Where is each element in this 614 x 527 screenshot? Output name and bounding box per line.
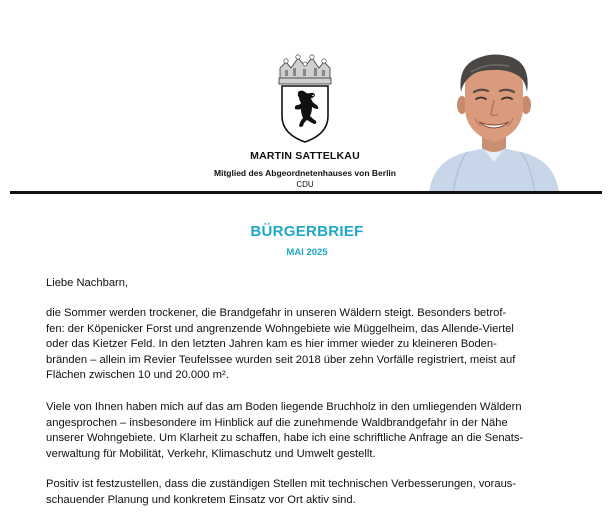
author-name: MARTIN SATTELKAU bbox=[250, 150, 360, 162]
paragraph-3 bbox=[46, 477, 586, 508]
paragraph-line: Positiv ist festzustellen, dass die zuständigen Stellen mit technischen Verbesserungen, voraus- bbox=[46, 478, 517, 490]
paragraph-line: schauender Planung und konkretem Einsatz vor Ort aktiv sind. bbox=[46, 493, 356, 506]
document-date: MAI 2025 bbox=[286, 247, 328, 258]
author-role: Mitglied des Abgeordnetenhauses von Berlin bbox=[214, 168, 396, 178]
paragraph-line: oder das Kietzer Feld. In den letzten Jahren kam es hier immer wieder zu kleineren Boden- bbox=[46, 338, 497, 351]
paragraph-2 bbox=[46, 400, 586, 462]
paragraph-line: die Sommer werden trockener, die Brandgefahr in unseren Wäldern steigt. Besonders betrof- bbox=[46, 307, 507, 319]
paragraph-line: bränden – allein im Revier Teufelssee wurden seit 2018 über zehn Vorfälle registriert, meist auf bbox=[46, 353, 516, 366]
author-party: CDU bbox=[296, 180, 314, 189]
paragraph-line: Viele von Ihnen haben mich auf das am Boden liegende Bruchholz in den umliegenden Wäldern bbox=[46, 401, 522, 413]
paragraph-line: fen: der Köpenicker Forst und angrenzende Wohngebiete wie Müggelheim, das Allende-Viertel bbox=[46, 322, 514, 335]
paragraph-1 bbox=[46, 306, 586, 384]
paragraph-line: Flächen zwischen 10 und 20.000 m². bbox=[46, 369, 229, 382]
paragraph-line: unserer Wohngebiete. Um Klarheit zu schaffen, habe ich eine schriftliche Anfrage an die Senats- bbox=[46, 432, 524, 445]
berlin-coat-of-arms-icon bbox=[276, 52, 334, 144]
document-title: BÜRGERBRIEF bbox=[250, 223, 364, 240]
paragraph-line: verwaltung für Mobilität, Verkehr, Klimaschutz und Umwelt gestellt. bbox=[46, 447, 376, 460]
portrait-photo bbox=[427, 48, 561, 193]
header-divider bbox=[10, 191, 602, 194]
paragraph-line: angesprochen – insbesondere im Hinblick auf die zunehmende Waldbrandgefahr in der Nähe bbox=[46, 416, 508, 429]
salutation: Liebe Nachbarn, bbox=[46, 277, 129, 289]
